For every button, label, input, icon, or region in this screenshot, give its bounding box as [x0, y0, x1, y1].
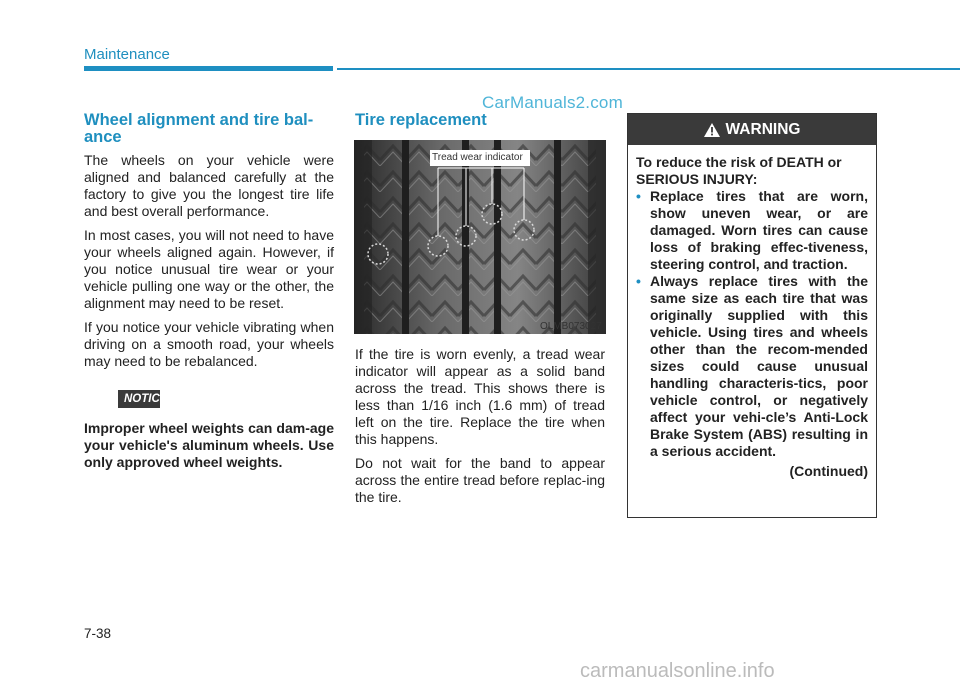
tire-replacement-body [355, 346, 605, 513]
alignment-heading-line2: ance [84, 128, 122, 146]
alignment-heading-line1: Wheel alignment and tire bal- [84, 111, 314, 129]
tire-paragraph: Do not wait for the band to appear across the entire tread before replac-ing the tire. [355, 455, 605, 505]
alignment-heading [84, 112, 334, 146]
alignment-paragraph: If you notice your vehicle vibrating when driving on a smooth road, your wheels may need to be rebalanced. [84, 319, 334, 369]
bullet-icon: • [636, 188, 641, 204]
watermark-top[interactable]: CarManuals2.com [482, 93, 623, 112]
tire-replacement-heading: Tire replacement [355, 111, 487, 129]
alignment-paragraph: The wheels on your vehicle were aligned and balanced carefully at the factory to give you the longest tire life and best overall performance. [84, 152, 334, 219]
warning-header [628, 114, 876, 145]
section-title: Maintenance [84, 46, 170, 63]
alignment-body [84, 152, 334, 377]
warning-item: • Always replace tires with the same size as each tire that was originally supplied with this vehicle. Using tires and wheels other than the recom-mended sizes could cause unusual handling characteris-tics, poor vehicle control, or negatively affect your vehi-cle’s Anti-Lock Brake System (ABS) resulting in a serious accident. [636, 273, 868, 459]
warning-title: WARNING [725, 120, 801, 138]
alignment-paragraph: In most cases, you will not need to have your wheels aligned again. However, if you notice unusual tire wear or your vehicle pulling one way or the other, the alignment may need to be reset. [84, 227, 334, 311]
notice-text: Improper wheel weights can dam-age your vehicle's aluminum wheels. Use only approved wheel weights. [84, 420, 334, 470]
page-number: 7-38 [84, 626, 112, 641]
warning-body [636, 154, 868, 480]
continued-label: (Continued) [789, 463, 868, 479]
tire-tread-illustration [354, 140, 606, 334]
warning-item: • Replace tires that are worn, show uneven wear, or are damaged. Worn tires can cause loss of braking effec-tiveness, steering control, and traction. [636, 188, 868, 272]
tire-paragraph: If the tire is worn evenly, a tread wear indicator will appear as a solid band across the tread. This shows there is less than 1/16 inch (1.6 mm) of tread left on the tire. Replace the tire when this happens. [355, 346, 605, 447]
notice-badge: NOTICE [118, 390, 160, 408]
warning-box [627, 113, 877, 518]
header-rule-thick [84, 66, 333, 71]
warning-list [636, 188, 868, 460]
header-rule-thin [337, 68, 960, 70]
watermark-bottom[interactable]: carmanualsonline.info [580, 660, 775, 682]
bullet-icon: • [636, 273, 641, 289]
tread-wear-indicator-label: Tread wear indicator [432, 152, 523, 163]
warning-intro: To reduce the risk of DEATH or SERIOUS INJURY: [636, 154, 842, 187]
tire-tread-image [354, 140, 606, 334]
warning-triangle-icon [704, 123, 720, 137]
image-code: OLMB073027 [540, 321, 602, 332]
